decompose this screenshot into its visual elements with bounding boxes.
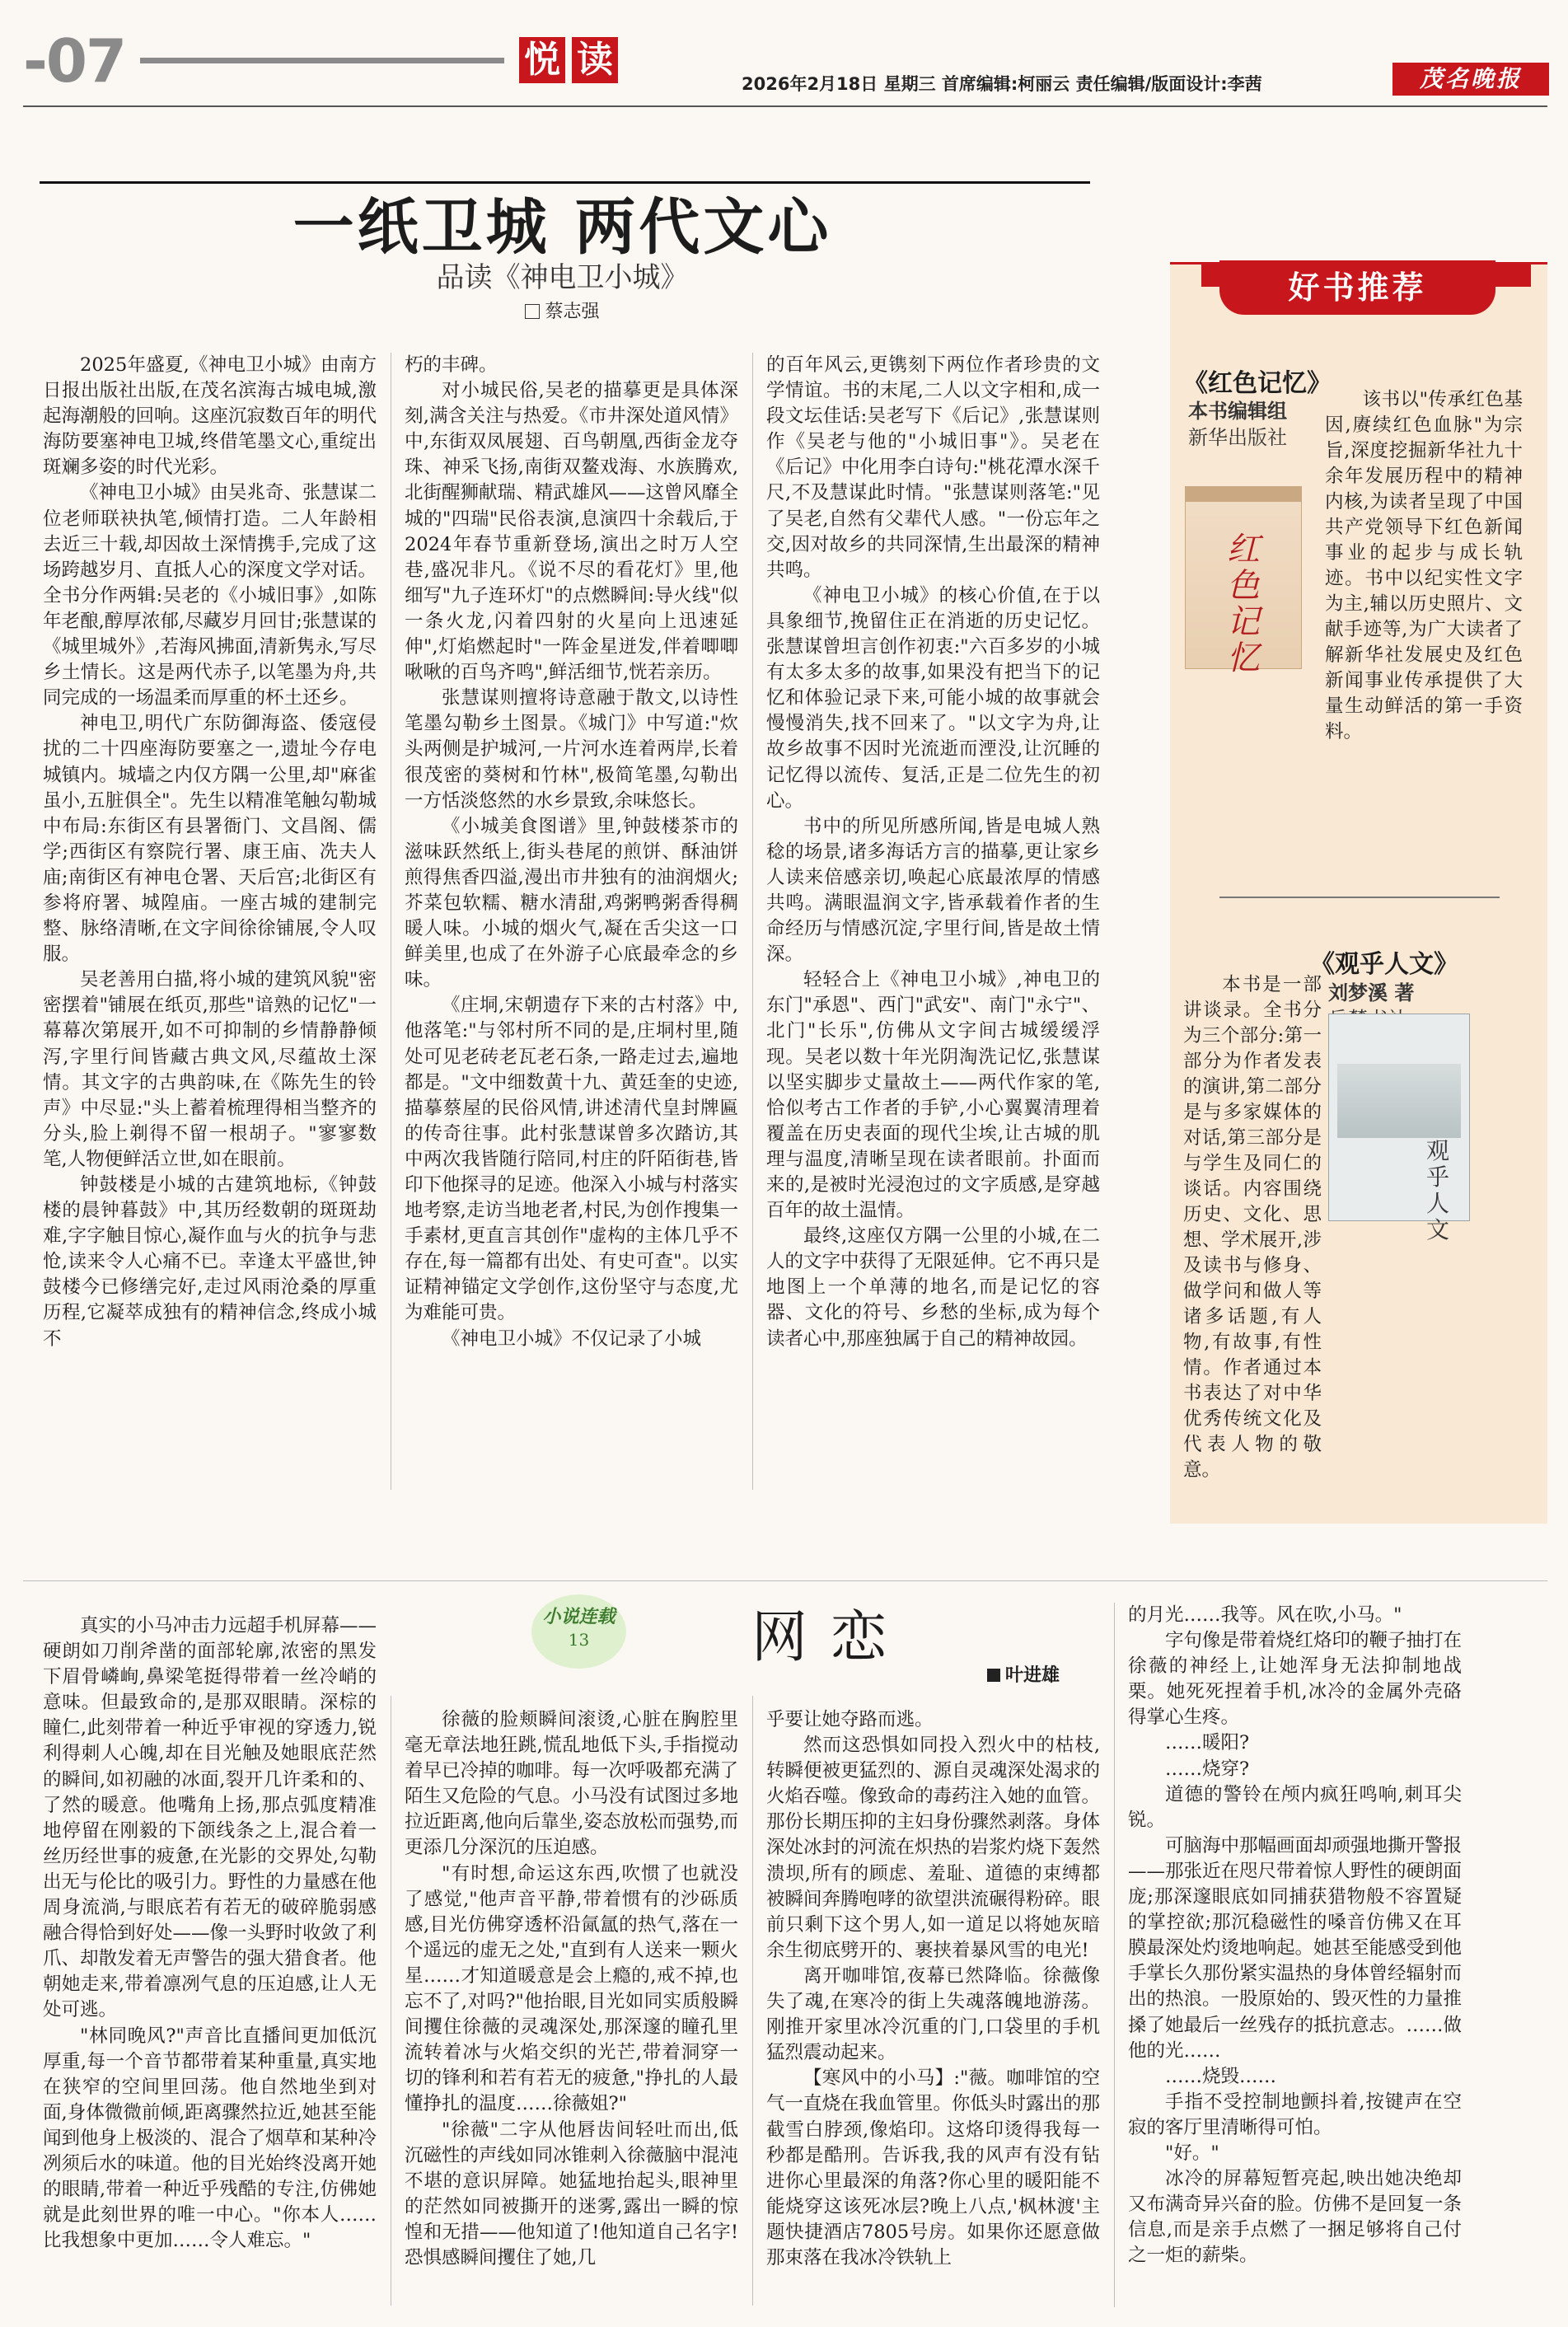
column-divider bbox=[1114, 1603, 1115, 2307]
paragraph: 最终,这座仅方隅一公里的小城,在二人的文字中获得了无限延伸。它不再只是地图上一个单薄的地名,而是记忆的容器、文化的符号、乡愁的坐标,成为每个读者心中,那座独属于自己的精神故园。 bbox=[766, 1225, 1101, 1350]
novel-author: 叶进雄 bbox=[1005, 1664, 1060, 1686]
column-divider bbox=[752, 353, 753, 1490]
book1-text-narrow bbox=[1325, 387, 1523, 849]
novel-column-4 bbox=[1128, 1603, 1462, 2268]
panel-tag: 好书推荐 bbox=[1219, 260, 1495, 315]
paragraph: 钟鼓楼是小城的古建筑地标,《钟鼓楼的晨钟暮鼓》中,其历经数朝的斑斑劫难,字字触目惊心,凝作血与火的抗争与悲怆,读来令人心痛不已。幸逢太平盛世,钟鼓楼今已修缮完好,走过风雨沧桑的厚重历程,它凝萃成独有的精神信念,终成小城不 bbox=[43, 1174, 377, 1350]
paragraph: 离开咖啡馆,夜幕已然降临。徐薇像失了魂,在寒冷的街上失魂落魄地游荡。刚推开家里冰冷沉重的门,口袋里的手机猛烈震动起来。 bbox=[766, 1964, 1100, 2064]
book1-description: 该书以"传承红色基因,赓续红色血脉"为宗旨,深度挖掘新华社九十余年发展历程中的精神内核,为读者呈现了中国共产党领导下红色新闻事业的起步与成长轨迹。书中以纪实性文字为主,辅以历史照片、文献手迹等,为广大读者了解新华社发展史及红色新闻事业传承提供了大量生动鲜活的第一手资料。 bbox=[1325, 389, 1523, 742]
paragraph: ……暖阳? bbox=[1165, 1732, 1250, 1754]
header-meta: 2026年2月18日 星期三 首席编辑:柯丽云 责任编辑/版面设计:李茜 bbox=[742, 74, 1262, 94]
novel-column-3 bbox=[766, 1707, 1100, 2271]
paragraph: ……烧毁…… bbox=[1165, 2065, 1277, 2087]
book1-title: 《红色记忆》 bbox=[1183, 369, 1332, 398]
paragraph: 神电卫,明代广东防御海盗、倭寇侵扰的二十四座海防要塞之一,遗址今存电城镇内。城墙之内仅方隅一公里,却"麻雀虽小,五脏俱全"。先生以精准笔触勾勒城中布局:东街区有县署衙门、文昌阁、儒学;西街区有察院行署、康王庙、冼夫人庙;南街区有神电仓署、天后宫;北街区有参将府署、城隍庙。一座古城的建制完整、脉络清晰,在文字间徐徐铺展,令人叹服。 bbox=[43, 713, 377, 966]
paragraph: 轻轻合上《神电卫小城》,神电卫的东门"承恩"、西门"武安"、南门"永宁"、北门"长乐",仿佛从文字间古城缓缓浮现。吴老以数十年光阴淘洗记忆,张慧谋以坚实脚步丈量故土——两代作家的笔,恰似考古工作者的手铲,小心翼翼清理着覆盖在历史表面的现代尘埃,让古城的肌理与温度,清晰呈现在读者眼前。扑面而来的,是被时光浸泡过的文字质感,是穿越百年的故土温情。 bbox=[766, 969, 1100, 1222]
novel-title: 网恋 bbox=[751, 1605, 910, 1670]
header-divider bbox=[23, 105, 1547, 107]
book1-cover-text: 红色记忆 bbox=[1227, 531, 1260, 677]
paragraph: 朽的丰碑。 bbox=[405, 354, 498, 376]
paragraph: 书中的所见所感所闻,皆是电城人熟稔的场景,诸多海话方言的描摹,更让家乡人读来倍感亲切,唤起心底最浓厚的情感共鸣。满眼温润文字,皆承载着作者的生命经历与情感沉淀,字里行间,皆是故土情深。 bbox=[766, 815, 1100, 966]
book2-author: 刘梦溪 著 bbox=[1328, 981, 1415, 1004]
article-column-3 bbox=[766, 353, 1100, 1352]
serial-tag bbox=[531, 1594, 626, 1669]
paragraph: "有时想,命运这东西,吹惯了也就没了感觉,"他声音平静,带着惯有的沙砾质感,目光仿佛穿透杯沿氤氲的热气,落在一个遥远的虚无之处,"直到有人送来一颗火星……才知道暖意是会上瘾的,戒不掉,也忘不了,对吗?"他抬眼,目光如同实质般瞬间攫住徐薇的灵魂深处,那深邃的瞳孔里流转着冰与火焰交织的光芒,带着洞穿一切的锋利和若有若无的疲惫,"挣扎的人最懂挣扎的温度……徐薇姐?" bbox=[405, 1862, 738, 2115]
novel-column-1 bbox=[43, 1613, 377, 2254]
section-char-2: 读 bbox=[572, 37, 618, 83]
novel-byline bbox=[987, 1661, 1060, 1687]
paragraph: "林同晚风?"声音比直播间更加低沉厚重,每一个音节都带着某种重量,真实地在狭窄的空间里回荡。他自然地坐到对面,身体微微前倾,距离骤然拉近,她甚至能闻到他身上极淡的、混合了烟草和某种冷冽须后水的味道。他的目光始终没离开她的眼睛,带着一种近乎残酷的专注,仿佛她就是此刻世界的唯一中心。"你本人……比我想象中更加……令人难忘。" bbox=[43, 2025, 377, 2252]
paragraph: 吴老善用白描,将小城的建筑风貌"密密摆着"铺展在纸页,那些"谙熟的记忆"一幕幕次第展开,如不可抑制的乡情静静倾泻,字里行间皆藏古典文风,尽蕴故土深情。其文字的古典韵味,在《陈先生的铃声》中尽显:"头上蓄着梳理得相当整齐的分头,脸上剃得不留一根胡子。"寥寥数笔,人物便鲜活立世,如在眼前。 bbox=[43, 969, 377, 1170]
book2-title: 《观乎人文》 bbox=[1310, 950, 1458, 979]
book1-publisher: 新华出版社 bbox=[1188, 426, 1287, 449]
byline-square-icon bbox=[987, 1669, 1000, 1682]
paragraph: 冰冷的屏幕短暂亮起,映出她决绝却又布满奇异兴奋的脸。仿佛不是回复一条信息,而是亲手点燃了一捆足够将自己付之一炬的薪柴。 bbox=[1128, 2168, 1463, 2267]
paragraph: 的百年风云,更镌刻下两位作者珍贵的文学情谊。书的末尾,二人以文字相和,成一段文坛佳话:吴老写下《后记》,张慧谋则作《吴老与他的"小城旧事"》。吴老在《后记》中化用李白诗句:"桃花潭水深千尺,不及慧谋此时情。"张慧谋则落笔:"见了吴老,自然有父辈代人感。"一份忘年之交,因对故乡的共同深情,生出最深的精神共鸣。 bbox=[766, 354, 1100, 581]
paragraph: 道德的警铃在颅内疯狂鸣响,刺耳尖锐。 bbox=[1128, 1783, 1462, 1831]
title-top-rule bbox=[40, 181, 1090, 184]
paragraph: 的月光……我等。风在吹,小马。" bbox=[1128, 1604, 1402, 1626]
book2-text-narrow bbox=[1183, 972, 1322, 1481]
article-author: 蔡志强 bbox=[545, 302, 600, 322]
article-subtitle: 品读《神电卫小城》 bbox=[436, 261, 689, 294]
paragraph: 手指不受控制地颤抖着,按键声在空寂的客厅里清晰得可怕。 bbox=[1128, 2091, 1462, 2138]
paragraph: 对小城民俗,吴老的描摹更是具体深刻,满含关注与热爱。《市井深处道风情》中,东街双凤展翅、百鸟朝凰,西街金龙夺珠、神采飞扬,南街双鳌戏海、水族腾欢,北街醒狮献瑞、精武雄风——这曾风靡全城的"四瑞"民俗表演,息演四十余载后,于2024年春节重新登场,演出之时万人空巷,盛况非凡。《说不尽的看花灯》里,他细写"九子连环灯"的点燃瞬间:导火线"似一条火龙,闪着四射的火星向上迅速延伸",灯焰燃起时"一阵金星迸发,伴着唧唧啾啾的百鸟齐鸣",鲜活细节,恍若亲历。 bbox=[405, 380, 739, 684]
section-divider bbox=[23, 1580, 1547, 1581]
serial-label: 小说连载 bbox=[542, 1606, 615, 1627]
novel-column-2 bbox=[405, 1707, 738, 2271]
article-title: 一纸卫城 两代文心 bbox=[293, 192, 832, 263]
paragraph: 《庄垌,宋朝遗存下来的古村落》中,他落笔:"与邻村所不同的是,庄垌村里,随处可见老砖老瓦老石条,一路走过去,遍地都是。"文中细数黄十九、黄廷奎的史迹,描摹蔡屋的民俗风情,讲述清代皇封牌匾的传奇往事。此村张慧谋曾多次踏访,其中两次我皆随行陪同,村庄的阡陌街巷,皆印下他探寻的足迹。他深入小城与村落实地考察,走访当地老者,村民,为创作搜集一手素材,更直言其创作"虚构的主体几乎不存在,每一篇都有出处、有史可查"。以实证精神锚定文学创作,这份坚守与态度,尤为难能可贵。 bbox=[405, 995, 739, 1324]
paragraph: 可脑海中那幅画面却顽强地撕开警报——那张近在咫尺带着惊人野性的硬朗面庞;那深邃眼底如同捕获猎物般不容置疑的掌控欲;那沉稳磁性的嗓音仿佛又在耳膜最深处灼烫地响起。她甚至能感受到他手掌长久那份紧实温热的身体曾经辐射而出的热浪。一股原始的、毁灭性的力量推搡了她最后一丝残存的抵抗意志。……做他的光…… bbox=[1128, 1834, 1463, 2062]
paragraph: ……烧穿? bbox=[1165, 1758, 1250, 1780]
paragraph: 徐薇的脸颊瞬间滚烫,心脏在胸腔里毫无章法地狂跳,慌乱地低下头,手指搅动着早已冷掉的咖啡。每一次呼吸都充满了陌生又危险的气息。小马没有试图过多地拉近距离,他向后靠坐,姿态放松而强势,而更添几分深沉的压迫感。 bbox=[405, 1709, 739, 1859]
article-column-2 bbox=[405, 353, 738, 1352]
book1-cover bbox=[1185, 486, 1302, 677]
article-column-1 bbox=[43, 353, 377, 1352]
paragraph: 《神电卫小城》的核心价值,在于以具象细节,挽留住正在消逝的历史记忆。张慧谋曾坦言创作初衷:"六百多岁的小城有太多太多的故事,如果没有把当下的记忆和体验记录下来,可能小城的故事就会慢慢消失,找不回来了。"以文字为舟,让故乡故事不因时光流逝而湮没,让沉睡的记忆得以流传、复活,正是二位先生的初心。 bbox=[766, 584, 1100, 812]
panel-divider bbox=[1219, 897, 1500, 898]
paragraph: 字句像是带着烧红烙印的鞭子抽打在徐薇的神经上,让她浑身无法抑制地战栗。她死死捏着手机,冰冷的金属外壳硌得掌心生疼。 bbox=[1128, 1630, 1463, 1729]
book2-cover-text: 观乎人文 bbox=[1426, 1137, 1450, 1243]
byline-square-icon bbox=[525, 304, 540, 319]
serial-number: 13 bbox=[568, 1630, 590, 1650]
page-number: -07 bbox=[23, 26, 126, 96]
column-divider bbox=[752, 1696, 753, 2306]
article-byline bbox=[0, 300, 1125, 325]
paragraph: 《神电卫小城》不仅记录了小城 bbox=[442, 1327, 702, 1350]
paragraph: "徐薇"二字从他唇齿间轻吐而出,低沉磁性的声线如同冰锥刺入徐薇脑中混沌不堪的意识屏障。她猛地抬起头,眼神里的茫然如同被撕开的迷雾,露出一瞬的惊惶和无措——他知道了!他知道自己名字!恐惧感瞬间攫住了她,几 bbox=[405, 2119, 739, 2268]
paragraph: 张慧谋则擅将诗意融于散文,以诗性笔墨勾勒乡土图景。《城门》中写道:"炊头两侧是护城河,一片河水连着两岸,长着很茂密的葵树和竹林",极简笔墨,勾勒出一方恬淡悠然的水乡景致,余味悠长。 bbox=[405, 687, 738, 812]
paragraph: 2025年盛夏,《神电卫小城》由南方日报出版社出版,在茂名滨海古城电城,激起海潮般的回响。这座沉寂数百年的明代海防要塞神电卫城,终借笔墨文心,重绽出斑斓多姿的时代光彩。 bbox=[43, 354, 377, 479]
paragraph: 真实的小马冲击力远超手机屏幕——硬朗如刀削斧凿的面部轮廓,浓密的黑发下眉骨嶙峋,鼻梁笔挺得带着一丝冷峭的意味。但最致命的,是那双眼睛。深棕的瞳仁,此刻带着一种近乎审视的穿透力,锐利得刺人心魄,却在目光触及她眼底茫然的瞬间,如初融的冰面,裂开几许柔和的、了然的暖意。他嘴角上扬,那点弧度精准地停留在刚毅的下颌线条之上,混合着一丝历经世事的疲惫,在光影的交界处,勾勒出无与伦比的吸引力。野性的力量感在他周身流淌,与眼底若有若无的破碎脆弱感融合得恰到好处——像一头野时收敛了利爪、却散发着无声警告的强大猎食者。他朝她走来,带着凛冽气息的压迫感,让人无处可逃。 bbox=[43, 1615, 377, 2021]
paragraph: 《神电卫小城》由吴兆奇、张慧谋二位老师联袂执笔,倾情打造。二人年龄相去近三十载,却因故土深情携手,完成了这场跨越岁月、直抵人心的深度文学对话。全书分作两辑:吴老的《小城旧事》,如陈年老酿,醇厚浓郁,尽藏岁月回甘;张慧谋的《城里城外》,若海风拂面,清新隽永,写尽乡土情长。这是两代赤子,以笔墨为舟,共同完成的一场温柔而厚重的杯土还乡。 bbox=[43, 482, 377, 709]
paragraph: 然而这恐惧如同投入烈火中的枯枝,转瞬便被更猛烈的、源自灵魂深处渴求的火焰吞噬。像致命的毒药注入她的血管。那份长期压抑的主妇身份骤然剥落。身体深处冰封的河流在炽热的岩浆灼烧下轰然溃坝,所有的顾虑、羞耻、道德的束缚都被瞬间奔腾咆哮的欲望洪流碾得粉碎。眼前只剩下这个男人,如一道足以将她灰暗余生彻底劈开的、裹挟着暴风雪的电光! bbox=[766, 1735, 1101, 1961]
book1-editor: 本书编辑组 bbox=[1188, 399, 1287, 423]
newspaper-logo: 茂名晚报 bbox=[1392, 63, 1549, 96]
header-rule-bar bbox=[140, 58, 504, 63]
paragraph: 《小城美食图谱》里,钟鼓楼茶市的滋味跃然纸上,街头巷尾的煎饼、酥油饼煎得焦香四溢,漫出市井独有的油润烟火;芥菜包软糯、糖水清甜,鸡粥鸭粥香得稠暖人味。小城的烟火气,凝在舌尖这一口鲜美里,也成了在外游子心底最牵念的乡味。 bbox=[405, 815, 738, 991]
section-char-1: 悦 bbox=[519, 37, 565, 83]
paragraph: 【寒风中的小马】:"薇。咖啡馆的空气一直烧在我血管里。你低头时露出的那截雪白脖颈,像焰印。这烙印烫得我每一秒都是酷刑。告诉我,我的风声有没有钻进你心里最深的角落?你心里的暖阳能不能烧穿这该死冰层?晚上八点,'枫林渡'主题快捷酒店7805号房。如果你还愿意做那束落在我冰冷铁轨上 bbox=[766, 2067, 1101, 2268]
book2-description: 本书是一部讲谈录。全书分为三个部分:第一部分为作者发表的演讲,第二部分是与多家媒体的对话,第三部分是与学生及同仁的谈话。内容围绕历史、文化、思想、学术展开,涉及读书与修身、做学问和做人等诸多话题,有人物,有故事,有性情。作者通过本书表达了对中华优秀传统文化及代表人物的敬意。 bbox=[1183, 974, 1322, 1481]
paragraph: 乎要让她夺路而逃。 bbox=[766, 1709, 934, 1730]
cover-landscape bbox=[1337, 1064, 1461, 1138]
paragraph: "好。" bbox=[1165, 2142, 1219, 2164]
book2-cover bbox=[1328, 1014, 1470, 1243]
cover-band bbox=[1186, 487, 1301, 502]
